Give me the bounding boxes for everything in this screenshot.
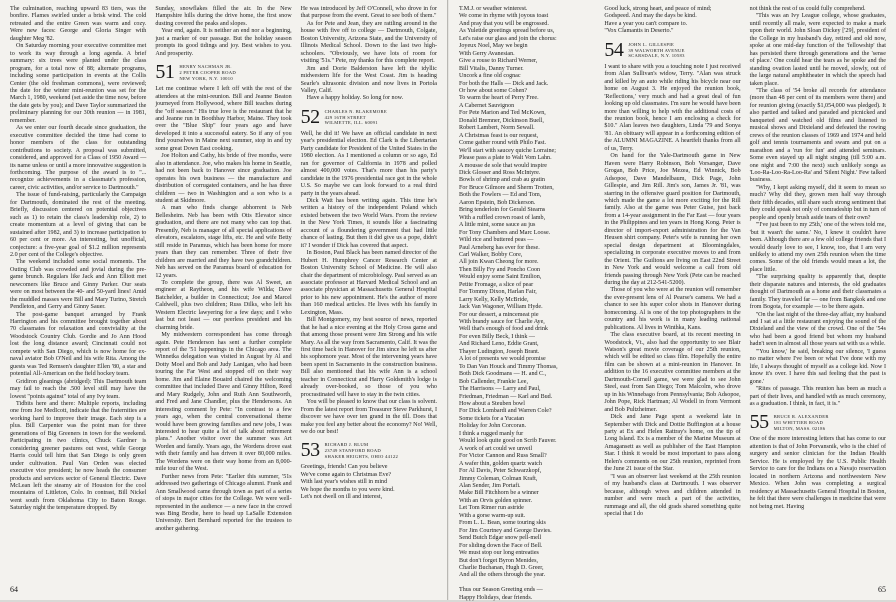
paragraph: Bill Montgomery, my best source of news, reported that he had a nice evening at the Holy Cross game and that among those present were Jim Strong and his wife Mary. As all the way from Sacramento, Calif. It was the first time back in Hanover for Jim since he left us after his sophomore year. Most of the intervening years have been spent in Sacramento in the construction business. Bill also mentioned that his wife Ann is a school teacher in Connecticut and Harry Goldsmith's lodge is already over-booked, so those of you who procrastinated will have to stay in the twin cities. (300, 317, 437, 398)
poem-line: For both the Halls — Dick and Jack. (459, 80, 549, 87)
poem-line: Aaron Epstein, Bob Dickerson. (459, 199, 536, 206)
poem-line: Well that's enough of food and drink (459, 326, 548, 333)
poem-line: "Vox Clamantis in Deserto." (604, 28, 674, 35)
paragraph: As we enter our fourth decade since graduation, the executive committee decided the time had come to honor members of the class for outstanding contributions to society. A proposal was submitted, considered, and approved for a Class of 1950 Award — its name unless or until a more innovative suggestion is forthcoming. The purpose of the award is to "... recognize achievements in a classmate's profession, career, civic activities, and/or service to Dartmouth." (10, 125, 147, 191)
poem-line: Robert Lambert, Norm Sewall. (459, 125, 535, 132)
page-number: 64 (10, 585, 18, 594)
poem-line: Please pass a plate to Walt Vom Lahn. (459, 155, 552, 162)
paragraph: On hand for the Yale-Dartmouth game in New Haven were Harry Robinson, Bob Vorsanger, Dave Grogan, Bob Price, Joe Mezea, Ed Winnick, Bob Adsopoe, Dave Mandelbaum, Dick Page, John Gillespie, and Jim Rill. Jim's son, James Jr. '81, was starring in the offensive guard position for Dartmouth, which made the game a lot more exciting for the Rill family. Also at the game was Peter Guise, just back from a 14-year assignment in the Far East — four years in the Philippines and ten years in Hong Kong. Peter is director of import-export administration for the Van Heusen shirt company. Peter's wife is running her own special design department at Bloomingdales, specializing in corporate executive moves to and from the Orient. The Guiltons are living on East 22nd Street in New York and would welcome a call from old friends passing through New York (Pete can be reached during the day at 212-541-5200). (604, 153, 741, 286)
poem-line: A lot of presents we would promise (459, 356, 546, 363)
secretary-name: BRUCE R. ALEXANDER (773, 414, 829, 420)
class-heading-53 (301, 440, 437, 460)
poem-line: With last year's wishes still in mind (300, 479, 388, 486)
left-column-3 (301, 6, 437, 578)
poem-line: Jack Van Wagoner, William Hyde. (459, 304, 543, 311)
paragraph: My midwestern correspondent has come through again. Pete Henderson has sent a further complete report of the '51 happenings in the Chicago area. The Winnetka delegation was visited in August by Al and Dotty Moel and Bob and Judy Lanigan, who had been touring the Far West and stopped off on their way home. Jim and Elaine Bouaird chaired the welcoming committee that included Dave and Ginny Hilton, Reed and Mary Rudgely, John and Ruth Ann Southworth, and Fred and Jane Chandler, plus the Hendersons. An interesting comment by Pete: "In contrast to a few years ago, when the central conversational theme would have been growing families and new jobs, I was interested to hear quite a lot of talk about retirement plans." Another visitor over the summer was Art Worden and family. Years ago, the Wordens drove east with their family and has driven it over 80,000 miles. The Wordens were on their way home from an 8,000-mile tour of the West. (155, 332, 292, 473)
paragraph: The post-game banquet arranged by Frank Harrington and his committee brought together about 70 classmates for relaxation and conviviality at the Woodstock Country Club. Gordie and Jo Ann Hood lost the long distance award; Cincinnati could not compete with San Diego, which is now home for ex-naval aviator Bob O'Neil and his wife Rita. Among the guests was Ted Remsen's daughter Ellen '80, a star and potential All-American on the field hockey team. (10, 311, 147, 378)
poem-line: We must stop our long entreaties (459, 550, 539, 557)
poem-line: Bowls of shrimp and crab au gratin (459, 177, 545, 184)
paragraph: To complete the group, there was Al Sweet, an engineer at Raytheon, and his wife Wilda; Dave Batchelder, a builder in Connecticut; Joe and Marcel Caldwell, plus two children; Russ Dilks, who left his Western Electric lawyering for a few days; and I who last but not least — our peerless president and his charming bride. (155, 279, 292, 331)
poem-line: All join Kwan Cheong for more. (459, 259, 539, 266)
paragraph: The weekend included some social moments. The Outing Club was crowded and jovial during the pre-game brunch. Regulars like Jack and Ann Elliott met newcomers like Bruce and Ginny Parker. Our seats were on most between the 40- and 50-yard lines! Amid the muddled masses were Bill and Mary Turino, Stretch Pendleton, and Gerry and Ginny Sauer. (10, 259, 147, 311)
poem-line: Larry Kelly, Kelly McBride, (459, 296, 529, 303)
poem-line: For sliding down the Face of Bell. (459, 542, 543, 549)
paragraph: I want to share with you a touching note I just received from Alan Sullivan's widow, Terry. "Alan was struck and killed by an auto while riding his bicycle near our home on August 3. He enjoyed the reunion book, 'Reflections,' very much and had a great deal of fun looking up old classmates. I'm sure he would have been more than willing to help with the additional costs of the reunion book, hence I am enclosing a check for $10." Alan leaves two daughters, Linda '79 and Sonya '81. An obituary will appear in a forthcoming edition of the ALUMNI MAGAZINE. A heartfelt thanks from all of us, Terry. (604, 63, 741, 152)
paragraph: In Boston, Paul Black has been named director of the Hubert H. Humphrey Cancer Research Center at Boston University School of Medicine. He will also chair the department of microbiology. Paul served as an associate professor at Harvard Medical School and an associate physician at Massachusetts General Hospital prior to his new appointment. He's the author of more than 160 medical articles. He lives with his family in Lexington, Mass. (300, 250, 437, 316)
paragraph: Further news from Pete: "Earlier this summer, '51s addressed two gatherings of Chicago alumni. Frank and Ann Smallwood came through town as part of a series of stops in major cities for the College. We were well-represented in the audience — a new face in the crowd was Bing Brodie, here to head up LaSalle Extension University. Bert Bernhard reported for the trustees to another gathering. (155, 473, 292, 532)
poem-line: Carl Walker, Bobby Core, (459, 251, 523, 258)
poem-line: To warm the heart of Perry Free. (459, 95, 539, 102)
paragraph: Gridiron gleanings (abridged): This Dartmouth team may fail to reach the .500 level still may have the lowest "points against" total of any Ivy team. (10, 378, 147, 400)
right-column-3 (750, 6, 886, 578)
poem-line: Donald Bremner, Dickinson Buell, (459, 117, 544, 124)
class-number: 54 (604, 38, 624, 61)
poem-line: A work of art could we unveil (459, 445, 533, 452)
poem-line: We've come again to Christmas Eve? (300, 471, 392, 478)
poem-line: Let Tom Rimer run astride (459, 505, 524, 512)
paragraph: "On the last night of the three-day affair, my husband and I sat at a little restaurant enjoying the sound of the Dixieland and the view of the crowd. One of the '54s who had been a good friend but whom my husband hadn't seen in almost all those years sat with us a while. (749, 311, 886, 348)
secretary-street: 39 WALWORTH AVENUE (628, 47, 685, 53)
paragraph: A man who finds change abhorrent is Neb Bellesheim. Neb has been with Otis Elevator since graduation, and there are not many who can top that. Presently, Neb is manager of all special applications of elevators, escalators, stage lifts, etc. He and wife Betty still reside in Paramus, which has been home for more years than they can remember. Three of their five children are married and they have two grandchildren. Neb has served on the Paramus board of education for 12 years. (155, 205, 292, 279)
class-number: 55 (749, 411, 769, 434)
poem-line: Come gather round with Philo Fast. (459, 140, 546, 147)
class-number: 53 (300, 439, 320, 462)
poem-line: A Christmas feast is our request, (459, 132, 539, 139)
poem-line: For Dick Lombardi and Warren Cole? (459, 408, 552, 415)
poem-line: For Al Davis, Peter Schwarzkopf, (459, 468, 542, 475)
poem-line: As Yuletide greetings spread before us, (459, 28, 555, 35)
class-secretary-address (179, 62, 236, 81)
secretary-street: 181 WHITTIER ROAD (773, 420, 824, 426)
paragraph: You will be pleased to know that our class is solvent. From the latest report from Treasurer Steve Parkhurst, I discover we have over ten grand in the till. Does that make you feel any better about the economy? No! Well, we do our best! (300, 399, 437, 436)
paragraph: "This was an Ivy League college, whose graduates, until recently all male, were expected to make a mark upon their world. John Sloan Dickey ['29], president of the College in my husband's day, retired and old now, spoke at one mid-day function of the 'fellowship' that has persisted there through generations and the 'sense of place.' One could hear the tears as he spoke and the standing ovation lasted until he moved, slowly, out of the large natural amphitheater in which the speech had taken place. (749, 13, 886, 87)
class-heading-52 (301, 107, 437, 127)
poem-line: Let's not dwell on ill and interest, (300, 494, 383, 501)
right-page (448, 0, 896, 600)
poem-line: Godspeed. And may the days be kind. (604, 13, 697, 20)
poem-line: Make Bill Fitchhorn be a winner (459, 490, 539, 497)
paragraph: Year end, again. It is neither an end nor a beginning, just a marker of our passage. But the holiday season prompts its good tidings and joy. Best wishes to you. And prosperity. (155, 28, 292, 57)
poem-line: Holiday for John Corcoran. (459, 423, 527, 430)
paragraph: "Rites of passage. This reunion has been as much a part of their lives, and handled with as much ceremony, as a graduation. I think, in fact, it is." (749, 386, 886, 408)
secretary-name: HENRY NACHMAN JR. (179, 64, 232, 70)
poem-line: Both the Fowlers — Ed and Tom, (459, 192, 542, 199)
poem-line: For Victor Cannon and Russ Small? (459, 453, 547, 460)
paragraph: "The surprising quality is apparently that, despite their disparate natures and interests, the old graduates thought of Dartmouth as a home and their classmates a family. They traveled far — one from Bangkok and one from Bogota, for example — to be there again. (749, 274, 886, 311)
paragraph: One of the more interesting letters that has come to our attention is that of John Porvansnik, who is the chief of surgery and senior clinician for the Indian Health Service. He is employed by the U.S. Public Health Service to care for the Indians on a Navajo reservation located in northern Arizona and northwestern New Mexico. When John was completing a surgical residency at Massachusetts General Hospital in Boston, he felt that there were challenges in medicine that were not being met. Having (749, 436, 886, 510)
secretary-street: 2 PETER COOPER ROAD (179, 69, 236, 75)
poem-line: For Tony Chambers and Marc Loose. (459, 229, 551, 236)
poem-line: Both Dick Goodmans — H. and C., (459, 371, 547, 378)
poem-line: Wild rice and buttered peas — (459, 237, 534, 244)
poem-line: Would enjoy some Saint Emilion, (459, 274, 542, 281)
poem-line: With an Orvis golden spinner. (459, 497, 533, 504)
poem-line: Would look quite good on Scrib Fauver. (459, 438, 557, 445)
poem-line: For our dessert, a mincemeat pie (459, 311, 539, 318)
poem-line: For Bruce Gilmore and Sherm Trotten, (459, 184, 554, 191)
secretary-street: 23749 STANFORD ROAD (324, 448, 382, 454)
poem-line: Bill Vitalis, Danny Turner. (459, 65, 524, 72)
class-heading-54 (604, 40, 740, 60)
secretary-city: SHAKER HEIGHTS, OHIO 44122 (324, 454, 399, 460)
secretary-name: RICHARD J. BLUM (324, 442, 369, 448)
right-column-1 (459, 6, 595, 601)
paragraph: He was introduced by Jeff O'Connell, who drove in for that purpose from the event. Great to see both of them." (300, 6, 437, 20)
poem-line: And Richard Leno, Eddie Grant, (459, 341, 539, 348)
poem-line: For Pete Marion and Ted McKown, (459, 110, 546, 117)
page-number: 65 (878, 585, 886, 594)
poem-line: Greetings, friends! Can you believe (300, 464, 388, 471)
class-heading-55 (750, 412, 886, 432)
class-secretary-address (774, 412, 829, 431)
poem-line: Jimmy Coleman, Colman Kraft, (459, 475, 538, 482)
poem-line: Dick Glosser and Ross McIntyre. (459, 169, 541, 176)
poem-line: Send Butch Edgar snow pell-mell (459, 535, 542, 542)
secretary-city: WILMETTE, ILL. 60091 (324, 120, 378, 126)
paragraph: Have a happy holiday. So long for now. (306, 95, 404, 102)
secretary-name: JOHN L. GILLESPIE (628, 41, 675, 47)
poem-line: Petite Fromage, a slice of pear (459, 281, 534, 288)
poem-line: Good luck, strong heart, and peace of mind; (604, 6, 712, 12)
paragraph: The class executive board, at its recent meeting in Woodstock, Vt., also had the opportunity to see Blair Watson's great movie coverage of our 25th reunion, which will be edited so class film. Hopefully the entire film can be shown at a mini-reunion in Hanover. In addition to the 16 executive committee members at the Dartmouth-Cornell game, we were glad to see John Steel, east from San Diego; Tom Malcolm, who drove up in his Winnebago from Pennsylvania; Bob Adsopoe, John Pope, Rick Hartman; Al Wodell in from Vermont and Bob Pultzheimer. (604, 332, 741, 413)
poem-line: For Tommy Dixon, Harlan Fair, (459, 289, 537, 296)
poem-line: Friedman, Friedman — Karl and Bud. (459, 393, 553, 400)
paragraph: Well, he did it! We have an official candidate in next year's presidential election. Ed Clark is the Libertarian Party candidate for President of the United States in the 1980 election. As I mentioned a column or so ago, Ed ran for governor of California in 1978 and polled almost 400,000 votes. That's more than his party's candidate in the 1976 presidential race got in the whole U.S. So maybe we can look forward to a real third party in the years ahead. (300, 130, 437, 197)
poem-line: With a ruffled crown roast of lamb, (459, 214, 546, 221)
poem-line: Alan Sender, Jim Portafi. (459, 483, 521, 489)
poem-line: Charlie Buchanan, Hugh D. Greer, (459, 564, 544, 571)
left-column-2 (155, 6, 291, 578)
poem-line: With Gerry Avanesian. (459, 50, 515, 57)
paragraph: Dick Watt has been writing again. This time he's written a history of the independent Poland which existed between the two World Wars. From the review in the New York Times, it sounds like a fascinating account of a floundering government that had little chance of lasting. But then it did give us a pope, didn't it? I wonder if Dick has covered that aspect. (300, 197, 437, 249)
paragraph: not think the rest of us could fully comprehend. (749, 6, 866, 12)
paragraph: Dick and Jane Page spent a weekend late in September with Dick and Dottie Buffington at a house party at Ex and Helen Rattray's home, on the tip of Long Island. Ex is a member of the Marine Museum at Amagansett as well as publisher of the East Hampton Star. I think it would be most important to pass along Helen's comments on our 25th reunion, reprinted from the June 21 issue of the Star. (604, 414, 741, 473)
paragraph: The culmination, reaching upward 83 tiers, was the bonfire. Flames swirled under a brisk wind. The cold retreated and the entire Green was warm and cozy. Were new faces: George and Gloria Singer with daughter Meg '82. (10, 6, 147, 42)
secretary-street: 429 16TH STREET (324, 114, 366, 120)
poem-line: With a gorse warm-up suit. (459, 512, 526, 519)
poem-line: From L. L. Bean, some touring skis (459, 520, 546, 527)
class-heading-51 (155, 62, 291, 82)
poem-line: Some tickets for a Yucatan (459, 415, 525, 422)
paragraph: As for Pete and Jean, they are rattling around in the house with five off to college — Dartmouth, Colgate, Boston University, Arizona State, and the University of Illinois Medical School. Down to the last two high-schoolers. "Obviously, we have lots of room for visiting '51s." Pete, my thanks for this complete report. (300, 20, 437, 65)
poem-line: Thayer Ludington, Joseph Brant. (459, 348, 540, 355)
poem-line: We'll start with saucey quiche Lorraine; (459, 147, 556, 154)
poem-line (459, 580, 595, 587)
poem-line: And pray that you will be engrossed. (459, 20, 549, 27)
poem-line: I think a rugged manly fur (459, 430, 524, 437)
poem-line: To Dan Van Houck and Timmy Thomas, (459, 363, 558, 370)
paragraph: "Why, I kept asking myself, did it seem to mean so much? Why did they, grown men half way through their fifth decades, still share such strong sentiment that they could speak not only of comradeship but in turn of people and openly brush aside tears of their own? (749, 184, 886, 221)
poem-line: Let's raise our glass and join the chorus: (459, 35, 557, 42)
poem-line: Bob Callender, Frankie Lee, (459, 378, 528, 385)
poem-line: Or how about some Cohen? (459, 87, 528, 94)
left-page (0, 0, 448, 600)
class-secretary-address (325, 440, 398, 459)
poem-line: For Jim Courtney and George Davies. (459, 527, 552, 534)
poem-line: Happy Holidays, dear friends. (459, 594, 533, 601)
poem-line: A Cabernet Sauvignon (459, 102, 515, 109)
poem-line: Thus our Season Greeting ends — (459, 587, 543, 594)
left-page-columns (10, 6, 437, 578)
poem-line: A little mint, some sauce au jus (459, 222, 536, 229)
class-number: 51 (155, 61, 175, 84)
poem-line: The Harrisons — Larry and Paul, (459, 386, 541, 393)
class-secretary-address (325, 107, 387, 126)
poem-line: Uncork a fine old cognac (459, 73, 521, 80)
paragraph: "I was an observer last weekend at the 25th reunion of my husband's class at Dartmouth. I was observer because, although wives and children attended in number and were much a part of the activities, rummage and all, the old grads shared something quite special that I do (604, 473, 741, 517)
poem-line: And all the others through the year. (459, 572, 546, 579)
class-secretary-address (628, 40, 684, 59)
paragraph: Those of you who were at the reunion will remember the ever-present lens of Al Pearse's camera. We had a chance to see his super color shots in Hanover during homecoming. Al is one of the top photographers in the country and his work is in many leading national publications. Al lives in Winthka, Kans. (604, 287, 741, 331)
poem-line: Paul Arneberg has ever for these. (459, 244, 540, 251)
right-column-2 (604, 6, 740, 578)
poem-line: How about a Steuben bowl (459, 401, 526, 408)
poem-line: But don't forget Byron Menides, (459, 557, 539, 564)
poem-line: Joyeux Noel, May we begin (459, 43, 528, 50)
paragraph: Tidbits here and there: Multiple reports, including one from Joe MedIcott, indicate that the fraternities are working hard to improve their image. Each step is a plus. Bill Carpenter was the point man for three generations of Big Greeners in town for the weekend. Participating in two clinics, Chuck Gardner is considering greener pastures out west, while George Harris could tell him that San Diego is only green under cultivation. Paul Van Orden was elected executive vice president; he now heads the consumer products and services sector of General Electric. Dave McLean left the steamy air of Houston for the cool mountains of Littleton, Colo. In contrast, Bill Nickel went south from Oklahoma City to Baton Rouge. Saturday night the temperature dropped. By (10, 401, 147, 512)
paragraph: Let me continue where I left off with the rest of the attendees at the mini-reunion. Bill and Jeanne Beaton journeyed from Hollywood, where Bill teaches during the "off season." His true love is the restaurant that he and Jeanne run in Boothbay Harbor, Maine. They took over the "Blue Ship" four years ago and have developed it into a successful eatery. So if any of you find yourselves in Maine next summer, stop in and try some great Down East cooking. (155, 86, 292, 152)
poem-line: Bring tenderloin for Gerald Stearns (459, 207, 546, 214)
paragraph: On Saturday morning your executive committee met to work its way through a long agenda. A brief summary: six trees were planted under the class program, for a total now of 88; alternate programs, including some participation in events at the Collis Center (the old freshman commons), were reviewed; the date for the winter mini-reunion was set for the March 1, 1980, weekend (set aside the time now, before the date gets by you); and Dave Taylor summarized the preliminary planning for our 30th reunion — in 1981, remember. (10, 43, 147, 124)
paragraph: Sunday, snowflakes filled the air. In the New Hampshire hills during the drive home, the first snow dusting covered the peaks and slopes. (155, 6, 292, 27)
poem-line: Have a year you can't compare to. (604, 20, 688, 27)
poem-line: We hope the months to you were kind. (300, 486, 395, 493)
poem-line: A wafer thin, golden quartz watch (459, 460, 542, 467)
secretary-name: CHARLES N. BLAKEMORE (324, 108, 387, 114)
poem-line: For even Billy Beck, I think — (459, 333, 535, 340)
poem-line: Then Billy Fry and Poncho Coon (459, 266, 541, 273)
poem-line: A mousse de sole that would inspire (459, 162, 548, 169)
paragraph: Joe Holton and Cathy, his bride of five months, were also in attendance. Joe, who makes his home in Seattle, had not been back to Hanover since graduation. Joe operates his own business — the manufacture and distribution of corrugated containers, and he has three children — two in Washington and a son who is a student at Skidmore. (155, 153, 292, 204)
poem-line: Give a rouse to Richard Werner, (459, 58, 538, 65)
left-column-1 (10, 6, 146, 578)
secretary-city: MILTON, MASS. 02186 (773, 426, 826, 432)
poem-line: With brandy sauce for Charlie Aye, (459, 319, 545, 326)
class-number: 52 (300, 105, 320, 128)
paragraph: Jim and Dorie Balderston have left the idyllic midwestern life for the West Coast. Jim is heading Searle's ultrasonic division and now lives in Portola Valley, Calif. (300, 65, 437, 94)
paragraph: The issue of fund-raising, particularly the Campaign for Dartmouth, dominated the rest of the meeting. Briefly, discussion centered on potential objectives such as 1) to retain the class's leadership role, 2) to create momentum at a level of giving that can be sustained after 1982, and 3) to increase participation to 60 per cent or more. An interesting, but unofficial, conjecture: a five-year goal of $1.2 million represents 2.0 per cent of the College's objective. (10, 192, 147, 258)
paragraph: "'You know,' he said, breaking our silence, 'I guess no matter where I've been or what I've done with my life, I always thought of myself as a college kid. Now I know it's over. I have this sad feeling that the past is gone.' (749, 348, 886, 385)
poem-line: T.M.J. or weather winterest. (459, 6, 528, 12)
paragraph: "The class of '54 broke all records for attendance (more than 48 per cent of its members were there) and for reunion giving (exactly $1,054,000 was pledged). It also partied and talked and paraded and picnicked and banqueted and watched old films and listened to musical shows and Dixieland and defeated the rowing crews of the reunion classes of 1969 and 1974 and held golf and tennis tournaments and swam and put on a marathon and a 'run for fun' and attended seminars. Some even stayed up all night singing (till 5:00 a.m. one night and 7:00 the next) such unlikely songs as 'Loo-Ra-Loo-Ra-Loo-Ra' and 'Silent Night.' Few talked business. (749, 87, 886, 184)
secretary-city: SCARSDALE, N.Y. 10583 (628, 53, 685, 59)
poem-line: We come in rhyme with joyous toast (459, 13, 549, 20)
paragraph: "'I've just been to my 25th,' one of the wives told me, 'but it wasn't the same.' No, I knew it couldn't have been. Although there are a few old college friends that I would dearly love to see, I know, too, that I am very unlikely to attend my own 25th reunion when the time comes. Some of the old friends would mean a lot, the place little. (749, 222, 886, 273)
secretary-city: NEW YORK, N.Y. 10010 (179, 75, 233, 81)
